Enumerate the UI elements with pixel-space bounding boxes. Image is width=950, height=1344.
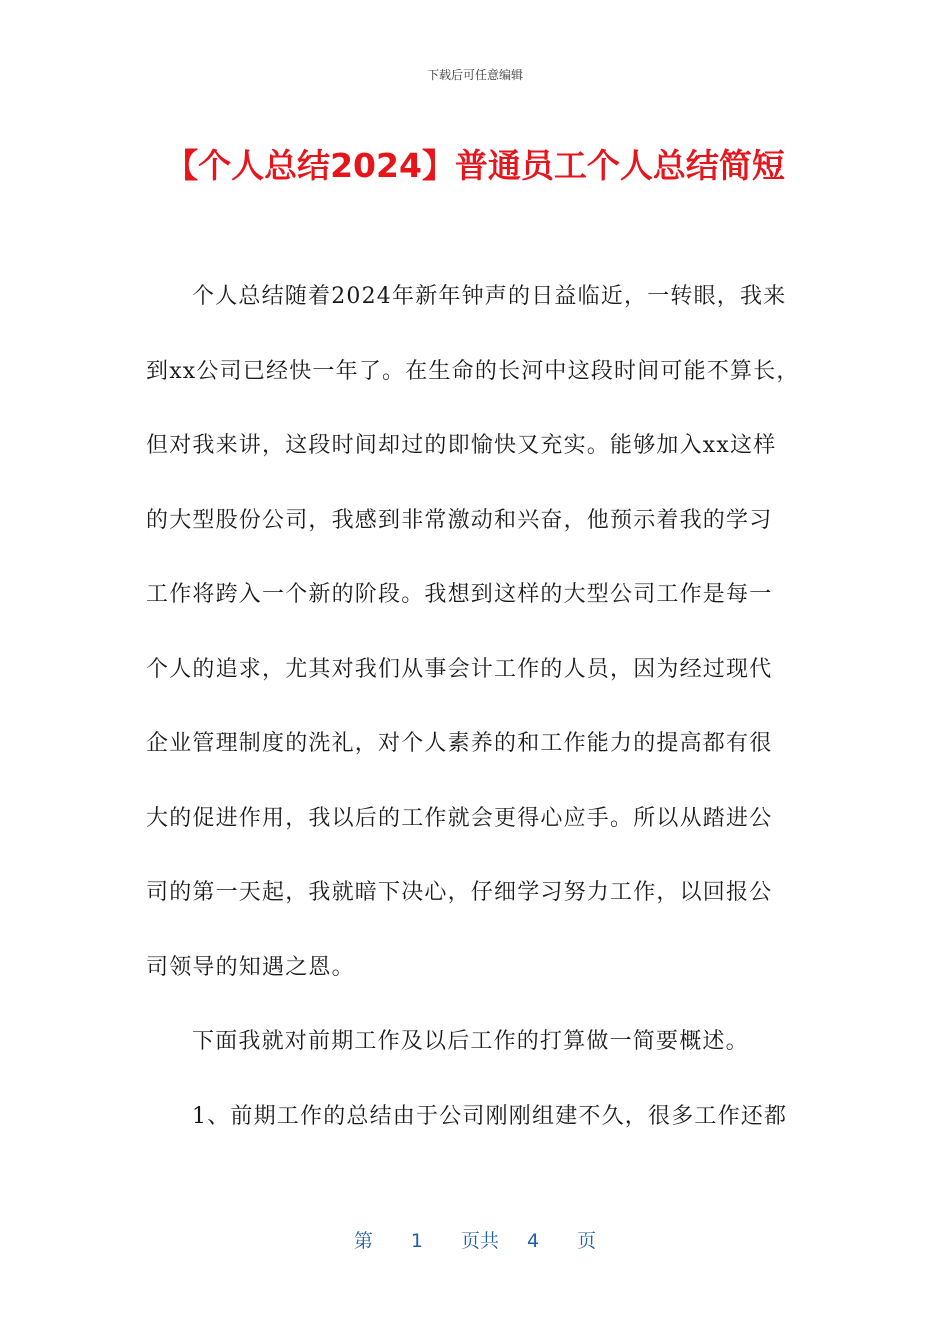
paragraph-line: 大的促进作用，我以后的工作就会更得心应手。所以从踏进公	[146, 805, 773, 831]
paragraph-line: 司的第一天起，我就暗下决心，仔细学习努力工作，以回报公	[146, 880, 773, 905]
paragraph-line: 司领导的知遇之恩。	[146, 954, 355, 980]
page-label-mid: 页共	[460, 1230, 499, 1252]
paragraph-line: 个人总结随着2024年新年钟声的日益临近，一转眼，我来	[192, 284, 787, 309]
paragraph-line: 1、前期工作的总结由于公司刚刚组建不久，很多工作还都	[192, 1103, 788, 1129]
page-footer	[0, 1226, 950, 1253]
paragraph-line: 企业管理制度的洗礼，对个人素养的和工作能力的提高都有很	[146, 731, 773, 756]
total-pages-number: 4	[527, 1230, 540, 1252]
paragraph-line: 下面我就对前期工作及以后工作的打算做一简要概述。	[192, 1029, 749, 1054]
document-title: 【个人总结2024】普通员工个人总结简短	[165, 146, 785, 185]
paragraph-line: 个人的追求，尤其对我们从事会计工作的人员，因为经过现代	[146, 656, 773, 682]
page-label-prefix: 第	[353, 1230, 373, 1252]
document-body	[146, 278, 806, 1172]
current-page-number: 1	[410, 1230, 423, 1252]
paragraph-line: 到xx公司已经快一年了。在生命的长河中这段时间可能不算长，	[146, 358, 800, 384]
paragraph-line: 的大型股份公司，我感到非常激动和兴奋，他预示着我的学习	[146, 507, 773, 533]
paragraph-line: 工作将跨入一个新的阶段。我想到这样的大型公司工作是每一	[146, 582, 773, 607]
header-note: 下载后可任意编辑	[426, 68, 523, 82]
page-label-suffix: 页	[577, 1230, 597, 1252]
paragraph-line: 但对我来讲，这段时间却过的即愉快又充实。能够加入xx这样	[146, 433, 777, 458]
